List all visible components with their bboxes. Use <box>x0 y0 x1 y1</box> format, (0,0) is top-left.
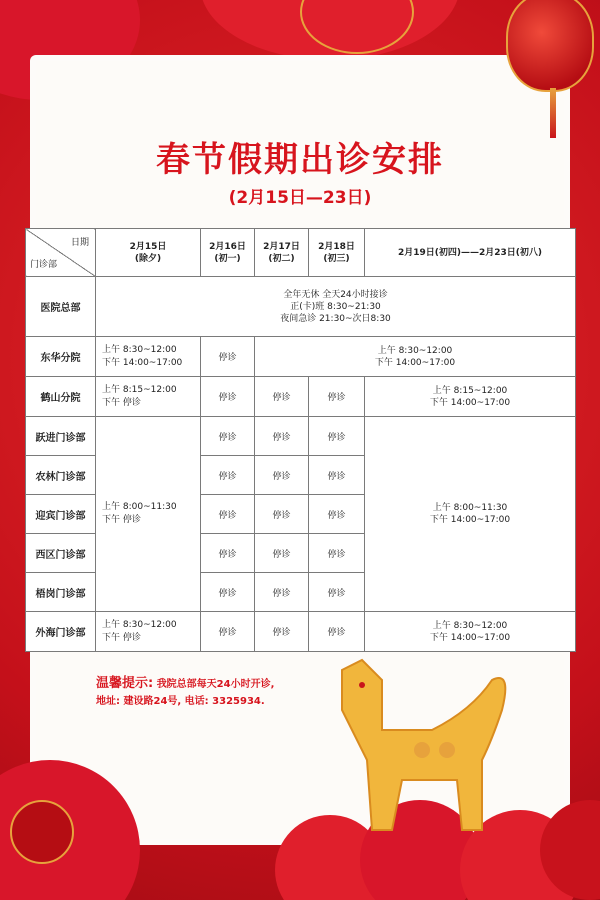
clinic-name: 跃进门诊部 <box>26 417 96 456</box>
schedule-table <box>25 228 576 652</box>
feb17-status: 停诊 <box>255 612 309 652</box>
feb17-status: 停诊 <box>255 495 309 534</box>
feb17-status: 停诊 <box>255 456 309 495</box>
corner-clinic-label: 门诊部 <box>30 260 58 270</box>
tip-label: 温馨提示: <box>96 676 154 691</box>
feb18-status: 停诊 <box>309 377 365 417</box>
feb16-status: 停诊 <box>201 573 255 612</box>
rest-hours <box>365 417 576 612</box>
tip-address: 地址: 建设路24号, 电话: 3325934. <box>96 696 265 707</box>
feb18-status: 停诊 <box>309 573 365 612</box>
am-hours: 上午 8:00~11:30 <box>432 503 508 513</box>
warm-tip <box>96 676 274 693</box>
pm-hours: 下午 14:00~17:00 <box>429 515 511 525</box>
am-hours: 上午 8:15~12:00 <box>102 384 177 395</box>
feb17-status: 停诊 <box>255 534 309 573</box>
feb18-status: 停诊 <box>309 534 365 573</box>
header-day: (初二) <box>268 253 295 264</box>
am-hours: 上午 8:30~12:00 <box>432 620 508 631</box>
hq-line: 夜间急诊 21:30~次日8:30 <box>280 313 391 324</box>
pm-hours: 下午 14:00~17:00 <box>102 357 183 368</box>
pm-hours: 下午 14:00~17:00 <box>374 357 456 368</box>
header-feb18 <box>309 229 365 277</box>
clinic-name: 鹤山分院 <box>26 377 96 417</box>
table-row-heshan <box>26 377 576 417</box>
header-date: 2月17日 <box>263 241 300 252</box>
lantern-tassel-icon <box>550 88 556 138</box>
hq-line: 正(卡)班 8:30~21:30 <box>290 301 381 312</box>
pm-hours: 下午 停诊 <box>102 632 141 643</box>
hq-line: 全年无休 全天24小时接诊 <box>283 289 388 300</box>
feb15-hours <box>96 377 201 417</box>
tip-line1: 我院总部每天24小时开诊, <box>156 679 275 690</box>
feb18-status: 停诊 <box>309 612 365 652</box>
clinic-name: 医院总部 <box>26 277 96 337</box>
header-feb17 <box>255 229 309 277</box>
feb18-status: 停诊 <box>309 417 365 456</box>
rest-hours <box>365 377 576 417</box>
feb18-status: 停诊 <box>309 495 365 534</box>
pm-hours: 下午 停诊 <box>102 397 141 408</box>
table-row-hq <box>26 277 576 337</box>
pm-hours: 下午 停诊 <box>102 515 141 525</box>
feb16-status: 停诊 <box>201 456 255 495</box>
rest-hours <box>365 612 576 652</box>
page-title: 春节假期出诊安排 <box>156 140 444 180</box>
golden-dog-icon <box>322 650 522 840</box>
feb16-status: 停诊 <box>201 612 255 652</box>
hq-schedule <box>96 277 576 337</box>
header-day: (初一) <box>214 253 241 264</box>
feb16-status: 停诊 <box>201 495 255 534</box>
clinic-name: 农林门诊部 <box>26 456 96 495</box>
table-row-waihai <box>26 612 576 652</box>
header-date: 2月19日(初四)——2月23日(初八) <box>397 247 543 258</box>
pm-hours: 下午 14:00~17:00 <box>429 397 511 408</box>
am-hours: 上午 8:00~11:30 <box>102 502 177 512</box>
header-feb15 <box>96 229 201 277</box>
corner-date-label: 日期 <box>70 238 89 248</box>
header-day: (初三) <box>323 253 350 264</box>
feb15-hours <box>96 337 201 377</box>
clinic-name: 东华分院 <box>26 337 96 377</box>
header-date: 2月15日 <box>129 241 167 252</box>
flower-decoration-bottom-left <box>10 800 74 864</box>
feb17-status: 停诊 <box>255 377 309 417</box>
lantern-icon <box>506 0 594 92</box>
am-hours: 上午 8:15~12:00 <box>432 385 508 396</box>
corner-cell <box>26 229 96 277</box>
pm-hours: 下午 14:00~17:00 <box>429 632 511 643</box>
table-row-donghua <box>26 337 576 377</box>
feb16-status: 停诊 <box>201 534 255 573</box>
feb18-status: 停诊 <box>309 456 365 495</box>
feb17-status: 停诊 <box>255 417 309 456</box>
header-feb16 <box>201 229 255 277</box>
header-day: (除夕) <box>134 253 162 264</box>
am-hours: 上午 8:30~12:00 <box>102 344 177 355</box>
clinic-name: 外海门诊部 <box>26 612 96 652</box>
feb17-status: 停诊 <box>255 573 309 612</box>
feb15-hours <box>96 612 201 652</box>
header-date: 2月18日 <box>318 241 355 252</box>
clinic-name: 迎宾门诊部 <box>26 495 96 534</box>
am-hours: 上午 8:30~12:00 <box>377 345 453 356</box>
feb15-hours <box>96 417 201 612</box>
header-feb19-23 <box>365 229 576 277</box>
clinic-name: 梧岗门诊部 <box>26 573 96 612</box>
feb16-status: 停诊 <box>201 417 255 456</box>
table-header-row <box>26 229 576 277</box>
header-date: 2月16日 <box>209 241 246 252</box>
am-hours: 上午 8:30~12:00 <box>102 619 177 630</box>
clinic-name: 西区门诊部 <box>26 534 96 573</box>
feb16-status: 停诊 <box>201 337 255 377</box>
feb16-status: 停诊 <box>201 377 255 417</box>
page-subtitle: (2月15日—23日) <box>228 188 372 208</box>
rest-hours <box>255 337 576 377</box>
table-row-yuejin <box>26 417 576 456</box>
